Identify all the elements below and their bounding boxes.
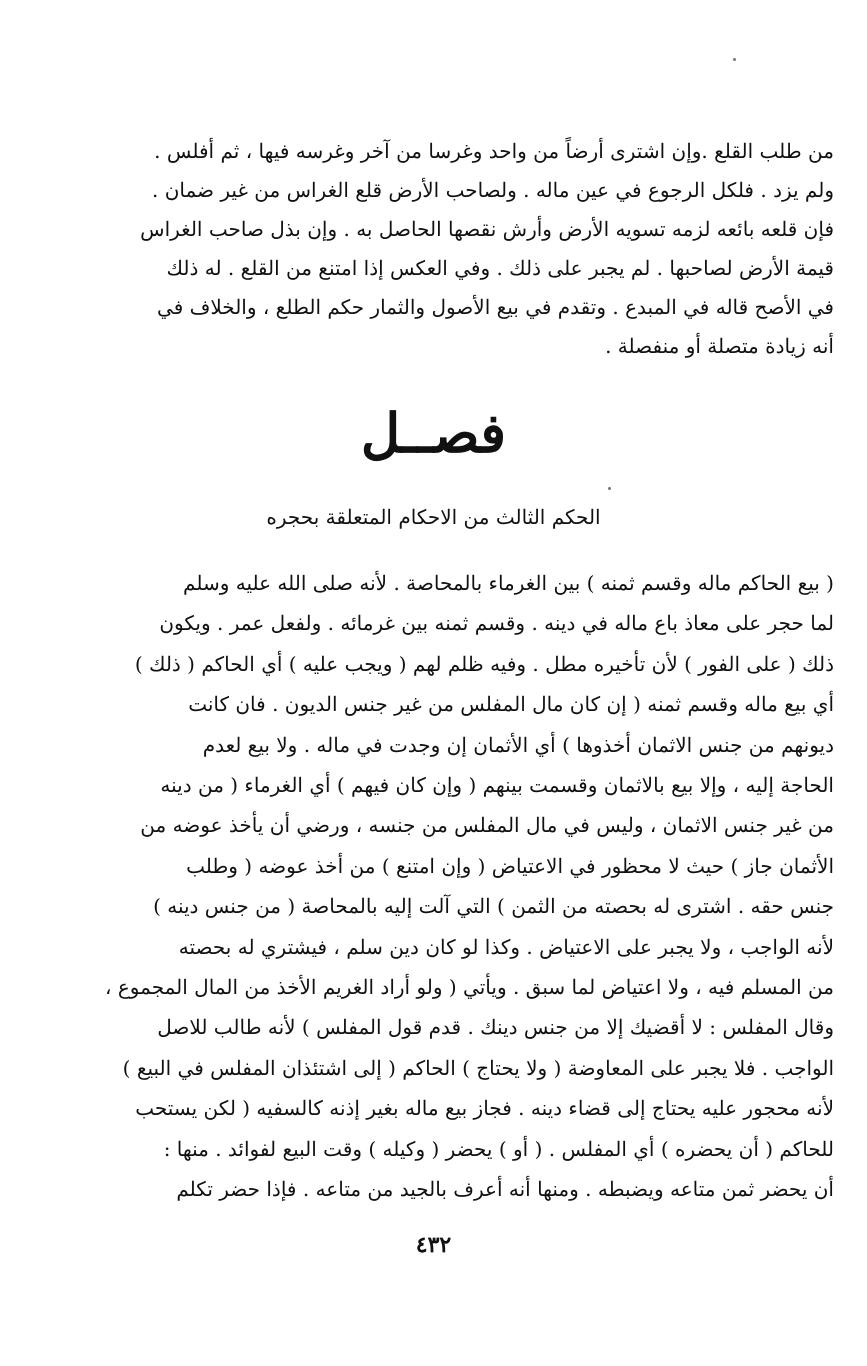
text-line: من غير جنس الاثمان ، وليس في مال المفلس من جنسه ، ورضي أن يأخذ عوضه من [140,813,834,838]
page-number: ٤٣٢ [415,1232,452,1258]
text-line: أن يحضر ثمن متاعه ويضبطه . ومنها أنه أعرف بالجيد من متاعه . فإذا حضر تكلم [176,1177,834,1202]
text-line: ولم يزد . فلكل الرجوع في عين ماله . ولصاحب الأرض قلع الغراس من غير ضمان . [151,178,834,202]
text-line: الأثمان جاز ) حيث لا محظور في الاعتياض ( وإن امتنع ) من أخذ عوضه ( وطلب [186,853,834,878]
text-line: لما حجر على معاذ باع ماله في دينه . وقسم ثمنه بين غرمائه . ولفعل عمر . ويكون [159,611,834,636]
text-line: لأنه محجور عليه يحتاج إلى قضاء دينه . فجاز بيع ماله بغير إذنه كالسفيه ( لكن يستحب [135,1096,834,1121]
text-line: أنه زيادة متصلة أو منفصلة . [605,334,834,358]
text-line: من المسلم فيه ، ولا اعتياض لما سبق . ويأتي ( ولو أراد الغريم الأخذ من المال المجموع ، [105,975,834,1000]
text-line: الواجب . فلا يجبر على المعاوضة ( ولا يحتاج ) الحاكم ( إلى اشتئذان المفلس في البيع ) [122,1055,834,1080]
text-line: ديونهم من جنس الاثمان أخذوها ) أي الأثمان إن وجدت في ماله . ولا بيع لعدم [202,732,834,757]
text-line: ذلك ( على الفور ) لأن تأخيره مطل . وفيه ظلم لهم ( ويجب عليه ) أي الحاكم ( ذلك ) [134,651,834,676]
text-line: الحاجة إليه ، وإلا بيع بالاثمان وقسمت بينهم ( وإن كان فيهم ) أي الغرماء ( من دينه [160,773,834,798]
paragraph-main [22,563,834,1210]
text-line: في الأصح قاله في المبدع . وتقدم في بيع الأصول والثمار حكم الطلع ، والخلاف في [157,295,834,319]
scan-speck [608,487,611,490]
text-line: لأنه الواجب ، ولا يجبر على الاعتياض . وكذا لو كان دين سلم ، فيشتري له بحصته [178,934,834,959]
text-line: للحاكم ( أن يحضره ) أي المفلس . ( أو ) يحضر ( وكيله ) وقت البيع لفوائد . منها : [163,1136,834,1161]
text-line: من طلب القلع .وإن اشترى أرضاً من واحد وغرسا من آخر وغرسه فيها ، ثم أفلس . [154,139,834,163]
text-line: أي بيع ماله وقسم ثمنه ( إن كان مال المفلس من غير جنس الديون . فان كانت [188,692,834,717]
section-heading: فصــل [360,401,507,465]
text-line: جنس حقه . اشترى له بحصته من الثمن ) التي آلت إليه بالمحاصة ( من جنس دينه ) [153,894,834,919]
scan-speck [733,58,736,61]
text-line: وقال المفلس : لا أقضيك إلا من جنس دينك . قدم قول المفلس ) لأنه طالب للاصل [157,1015,834,1040]
section-subtitle: الحكم الثالث من الاحكام المتعلقة بحجره [266,505,601,529]
text-line: قيمة الأرض لصاحبها . لم يجبر على ذلك . وفي العكس إذا امتنع من القلع . له ذلك [166,256,834,280]
paragraph-top [22,132,834,366]
text-line: ( بيع الحاكم ماله وقسم ثمنه ) بين الغرماء بالمحاصة . لأنه صلى الله عليه وسلم [183,571,834,595]
text-line: فإن قلعه بائعه لزمه تسويه الأرض وأرش نقصها الحاصل به . وإن بذل صاحب الغراس [140,217,834,241]
